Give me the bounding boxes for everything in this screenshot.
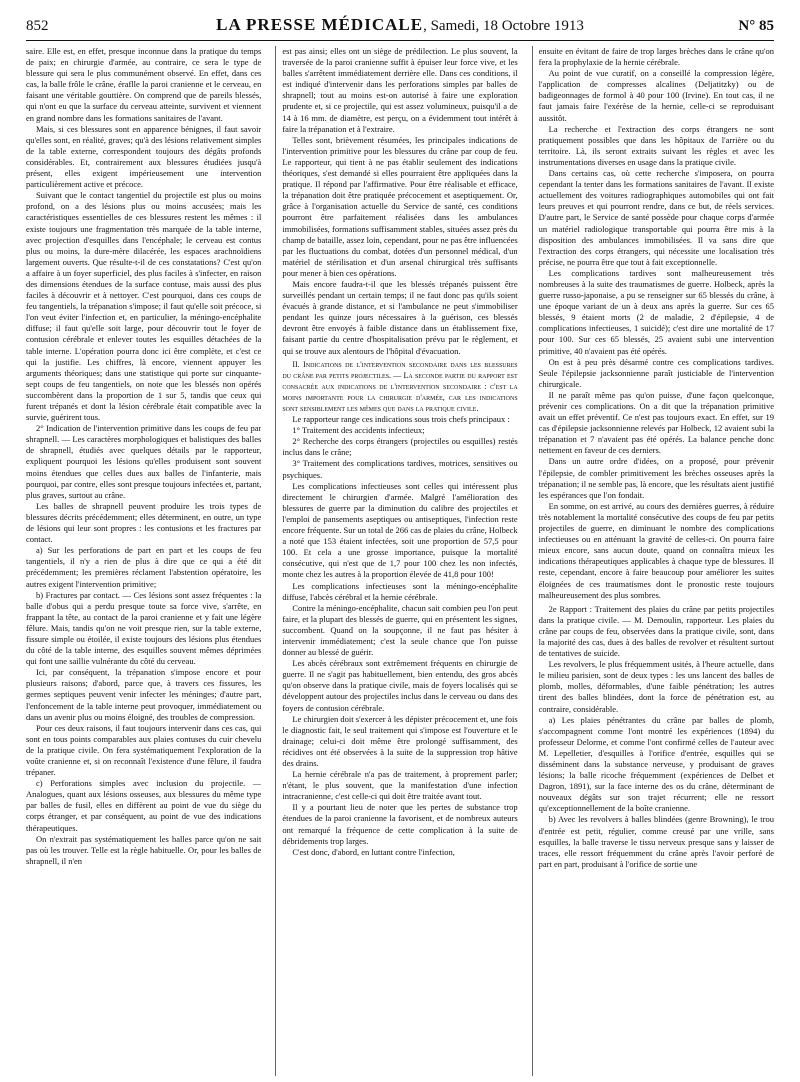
paragraph: ensuite en évitant de faire de trop larges brèches dans le crâne qu'on fera la prophylaxie de la hernie cérébrale. [538, 46, 774, 68]
paragraph: 3° Traitement des complications tardives, motrices, sensitives ou psychiques. [282, 458, 518, 480]
paragraph: C'est donc, d'abord, en luttant contre l'infection, [292, 846, 455, 857]
paragraph: Les complications tardives sont malheureusement très nombreuses à la suite des traumatismes de guerre. Holbeck, après la guerre russo-japonaise, a pu se renseigner sur 65 blessés du crâne, à une époque variant de un à deux ans après la guerre. Sur ces 65 blessés, 9 étaient morts (2 de maladie, 2 d'épilepsie, 4 de complications infectieuses, 1 suicidé); c'est dire une mortalité de 17 pour 100. Sur ces 65 blessés, 25 avaient subi une intervention primitive, 40 n'avaient pas été opérés. [538, 267, 774, 356]
paragraph: Les complications infectieuses sont celles qui intéressent plus directement le chirurgien d'armée. Malgré l'amélioration des blessures de guerre par la diminution du calibre des projectiles et l'emploi de pansements aseptiques ou antiseptiques, l'infection reste encore fréquente. Sur un total de 266 cas de plaies du crâne, Holbeck a noté que 153 étaient infectées, soit une proportion de 57,5 pour 100. Et cela a une grosse importance, puisque la mortalité consécutive, qui n'est que de 1,7 pour 100 chez les non infectés, monte chez les autres à la proportion élevée de 41,8 pour 100! [282, 480, 518, 580]
paragraph: La hernie cérébrale n'a pas de traitement, à proprement parler; n'étant, le plus souvent, que la manifestation d'une infection intracranienne, c'est celle-ci qui doit être traitée avant tout. [282, 769, 518, 802]
column-right [532, 46, 774, 1076]
paragraph: Les abcès cérébraux sont extrêmement fréquents en chirurgie de guerre. Il ne s'agit pas habituellement, bien entendu, des gros abcès qu'on observe dans la pratique civile, mais de foyers localisés qui se développent autour des projectiles inclus dans le cerveau ou dans des foyers de contusion cérébrale. [282, 658, 518, 713]
paragraph: Les revolvers, le plus fréquemment usités, à l'heure actuelle, dans le milieu parisien, sont de deux types : les uns lancent des balles de plomb, molles, déformables, d'une faible pénétration; les autres tirent des balles blindées, dont la force de pénétration est, au contraire, considérable. [538, 659, 774, 714]
paragraph: 1° Traitement des accidents infectieux; [292, 425, 425, 436]
paragraph: Le chirurgien doit s'exercer à les dépister précocement et, une fois le diagnostic fait, le seul traitement qui s'impose est l'ouverture et le drainage; celui-ci doit même être prolongé suffisamment, des récidives ont été observées à la suite de la suppression trop hâtive des drains. [282, 713, 518, 768]
paragraph: Au point de vue curatif, on a conseillé la compression légère, l'application de compresses alcalines (Deljatitzky) ou de badigeonnages de formol à 40 pour 100 (Irvine). En tout cas, il ne faut jamais faire l'exérèse de la hernie, celle-ci se reproduisant aussitôt. [538, 68, 774, 123]
paragraph: II. Indications de l'intervention secondaire dans les blessures du crâne par petits projectiles. — La seconde partie du rapport est consacrée aux indications de l'intervention secondaire : c'est la moins importante pour la chirurgie d'armée, car les indications sont sensiblement les mêmes que dans la pratique civile. [282, 359, 518, 413]
paragraph: b) Avec les revolvers à balles blindées (genre Browning), le trou d'entrée est petit, régulier, comme creusé par une vrille, sans esquilles, la balle traverse le tissu nerveux presque sans y laisser de traces, elle ressort fréquemment du crâne après l'avoir perforé de part en part, produisant à l'orifice de sortie une [538, 814, 774, 869]
paragraph: Le rapporteur range ces indications sous trois chefs principaux : [292, 414, 510, 425]
paragraph: On est à peu près désarmé contre ces complications tardives. Seule l'épilepsie jacksonnienne paraît justiciable de l'intervention chirurgicale. [538, 356, 774, 389]
page-number: 852 [26, 18, 49, 34]
paragraph: Dans un autre ordre d'idées, on a proposé, pour prévenir l'épilepsie, de combler primitivement les brèches osseuses après la trépanation; il ne semble pas, là encore, que les résultats aient justifié les espérances que l'on fondait. [538, 456, 774, 500]
issue-number: N° 85 [738, 18, 774, 34]
paragraph: Il y a pourtant lieu de noter que les pertes de substance trop étendues de la paroi cranienne la favorisent, et de nombreux auteurs ont remarqué la fréquence de cette complication à la suite de débridements trop larges. [282, 802, 518, 846]
journal-title: LA PRESSE MÉDICALE [216, 15, 424, 34]
paragraph: Mais, si ces blessures sont en apparence bénignes, il faut savoir qu'elles sont, en réalité, graves; qu'à des lésions relativement simples de la table externe, correspondent toujours des dégâts profonds considérables. Et, contrairement aux blessures étudiées jusqu'à présent, elles exigent impérieusement une intervention particulièrement active et précoce. [26, 123, 262, 190]
issue-date: , Samedi, 18 Octobre 1913 [423, 18, 584, 34]
paragraph: Dans certains cas, où cette recherche s'imposera, on pourra cependant la tenter dans les formations sanitaires de l'avant. Il existe actuellement des voitures radiographiques automobiles qui ont fait leurs preuves et qui pourront rendre, dans ce but, de réels services. D'autre part, le Service de santé possède pour chaque corps d'armée un matériel radiologique transportable qui pourra être mis à la disposition des ambulances immobilisées. Il va sans dire que l'extraction des corps étrangers, qui nécessite une localisation très précise, ne pourra être que tout à fait exceptionnelle. [538, 168, 774, 267]
text-columns [26, 46, 774, 1076]
paragraph: b) Fractures par contact. — Ces lésions sont assez fréquentes : la balle d'obus qui a perdu presque toute sa force vive, s'arrête, en frappant la tête, au contact de la paroi cranienne et y fait une légère fêlure. Mais, tandis qu'on ne voit presque rien, sur la table externe, fissure simple ou étoilée, il existe toujours des lésions plus étendues du côté de la table interne, des esquilles souvent mêmes déprimées qui font une saillie vulnérante du côté du cerveau. [26, 589, 262, 667]
paragraph: c) Perforations simples avec inclusion du projectile. — Analogues, quant aux lésions osseuses, aux blessures du même type par balles de fusil, elles en diffèrent au point de vue du siège du corps étranger, et par conséquent, au point de vue des indications thérapeutiques. [26, 778, 262, 833]
column-left [26, 46, 261, 1076]
journal-title-line [26, 15, 774, 35]
paragraph: est pas ainsi; elles ont un siège de prédilection. Le plus souvent, la traversée de la paroi cranienne suffit à épuiser leur force vive, et les balles s'arrêtent immédiatement derrière elle. Dans ces conditions, il est indiqué d'intervenir dans les perforations simples par balles de shrapnell; tout au moins est-on autorisé à faire une exploration prudente et, si ce projectile, qui est assez volumineux, puisqu'il a de 14 à 16 mm. de diamètre, est perçu, on a évidemment tout intérêt à faire la trépanation et à l'extraire. [282, 46, 518, 134]
paragraph: a) Sur les perforations de part en part et les coups de feu tangentiels, il n'y a rien de plus à dire que ce qui a été dit précédemment; les premières réclament l'abstention opératoire, les autres exigent l'intervention primitive; [26, 545, 262, 589]
paragraph: Telles sont, brièvement résumées, les principales indications de l'intervention primitive pour les blessures du crâne par coup de feu. Le rapporteur, qui tient à ne pas établir seulement des indications théoriques, s'est demandé si elles pourraient être appliquées dans la pratique. Il répond par l'affirmative. Pour être réalisable et efficace, la trépanation doit être pratiquée précocement et aseptiquement. Or, grâce à l'organisation actuelle du Service de santé, ces conditions pourront être parfaitement réalisées dans les ambulances immobilisées, formations suffisamment stables, situées assez près du champ de bataille, assez loin, cependant, pour ne pas être influencées par les fluctuations du combat, dotées d'un personnel médical, d'un matériel de stérilisation et d'un arsenal chirurgical très suffisants pour mener à bien ces opérations. [282, 134, 518, 278]
paragraph: a) Les plaies pénétrantes du crâne par balles de plomb, s'accompagnent comme l'ont montré les expériences (1894) du professeur Delorme, et comme l'ont confirmé celles de l'auteur avec M. Lepelletier, d'esquilles à l'orifice d'entrée, esquilles qui se disséminent dans la substance nerveuse, y produisant de graves lésions; la balle ricoche fréquemment (expériences de Delbet et Dagron, 1891), sur la face interne des os du crâne, déterminant de nouveaux dégâts sur son trajet récurrent; elle ne ressort qu'exceptionnellement de la boîte cranienne. [538, 714, 774, 814]
paragraph: 2° Recherche des corps étrangers (projectiles ou esquilles) restés inclus dans le crâne; [282, 436, 518, 458]
paragraph: En somme, on est arrivé, au cours des dernières guerres, à réduire très notablement la mortalité consécutive des coups de feu par petits projectiles de guerre, en diminuant le nombre des complications infectieuses ou en atténuant la gravité de celles-ci. On pourra faire mieux encore, sans aucun doute, quand on connaîtra mieux les indications thérapeutiques applicables à chaque type de blessures. Il reste, cependant, encore à faire beaucoup pour améliorer les suites éloignées de ces traumatismes dont le pronostic reste toujours malheureusement des plus sombres. [538, 500, 774, 600]
paragraph: Contre la méningo-encéphalite, chacun sait combien peu l'on peut faire, et la plupart des blessés de guerre, qui en présentent les signes, succombent. Quand on la soupçonne, il ne faut pas hésiter à intervenir immédiatement; c'est la seule chance que l'on puisse donner au blessé de guérir. [282, 602, 518, 658]
paragraph: 2° Indication de l'intervention primitive dans les coups de feu par shrapnell. — Les caractères morphologiques et balistiques des balles de shrapnell, étudiés avec quelques détails par le rapporteur, expliquent pourquoi les lésions qu'elles produisent sont souvent moins étendues que celles dues aux balles de l'infanterie, mais pourquoi, par contre, elles sont presque toujours infectées et, partant, plus graves, surtout au crâne. [26, 423, 262, 500]
paragraph: Pour ces deux raisons, il faut toujours intervenir dans ces cas, qui sont en tous points comparables aux plaies contuses du cuir chevelu de la pratique civile. On fera systématiquement l'exploration de la voûte cranienne et, si on reconnaît l'existence d'une fêlure, il faudra trépaner. [26, 722, 262, 778]
paragraph: Les balles de shrapnell peuvent produire les trois types de blessures décrits précédemment; elles déterminent, en outre, un type de lésions qui leur sont propres : les contusions et les fractures par contact. [26, 500, 262, 545]
paragraph: Les complications infectieuses sont la méningo-encéphalite diffuse, l'abcès cérébral et la hernie cérébrale. [282, 580, 518, 602]
paragraph: Il ne paraît même pas qu'on puisse, d'une façon quelconque, prévenir ces complications. On a dit que la trépanation primitive avait un effet préventif. Ce n'est pas toujours exact. En effet, sur 19 cas d'épilepsie jacksonnienne relevés par Holbeck, 12 avaient subi la trépanation et 7 n'avaient pas été opérés. La balance penche donc nettement en faveur de ces derniers. [538, 389, 774, 456]
paragraph: Mais encore faudra-t-il que les blessés trépanés puissent être surveillés pendant un certain temps; il ne faut donc pas qu'ils soient évacués à grande distance, et si l'ambulance ne peut s'immobiliser pendant les quinze jours nécessaires à la guérison, ces blessés devront être envoyés à faible distance dans un établissement fixe, faisant partie du centre d'hospitalisation prévu par le règlement, et qui se trouve aux alentours de l'hôpital d'évacuation. [282, 278, 518, 356]
paragraph: On n'extrait pas systématiquement les balles parce qu'on ne sait pas où les trouver. Telle est la règle habituelle. Or, pour les balles de shrapnell, il n'en [26, 833, 262, 866]
paragraph: La recherche et l'extraction des corps étrangers ne sont pratiquement possibles que dans les hôpitaux de l'arrière ou du territoire. Là, ils seront extraits suivant les règles et avec les instrumentations diverses en usage dans la pratique civile. [538, 123, 774, 167]
paragraph: Suivant que le contact tangentiel du projectile est plus ou moins profond, on a des lésions plus ou moins accusées; mais les caractéristiques essentielles de ces blessures restent les mêmes : il existe toujours une fragmentation très marquée de la table interne, avec projection d'esquilles dans l'encéphale; le cerveau est contus plus ou moins, la dure-mère dilacérée, les espaces arachnoïdiens largement ouverts. Que résulte-t-il de ces constatations? C'est qu'on a affaire à un foyer superficiel, des plus faciles à s'infecter, en raison des dimensions étendues de la surface contuse, mais aussi des plus faciles à découvrir et à nettoyer. C'est pourquoi, dans ces coups de feu tangentiels, la trépanation s'impose; il faut qu'elle soit précoce, si l'on veut éviter l'infection et, en particulier, la méningo-encéphalite diffuse; il faut qu'elle soit large, pour découvrir tout le foyer de contusion cérébrale et enlever toutes les esquilles détachées de la table interne. L'opération pourra donc ici être complète, et c'est ce qui la justifie. Les chiffres, là encore, viennent appuyer les arguments théoriques; dans une statistique qui porte sur cinquante-sept coups de feu tangentiels, on note que les blessés non opérés succombèrent dans la proportion de 1 sur 5, tandis que ceux qui furent trépanés et dont la lésion cérébrale était compatible avec la survie, guérirent tous. [26, 190, 262, 423]
column-middle [275, 46, 517, 1076]
paragraph: saire. Elle est, en effet, presque inconnue dans la pratique du temps de paix; en chirurgie d'armée, au contraire, ce sera le type de blessure qui sera le plus communément observé. En effet, dans ces cas, la balle frôle le crâne, éraflle la paroi cranienne et le cerveau, en faisant une véritable gouttière. On comprend que de pareils blessés, qui n'ont eu que la surface du cerveau atteinte, survivent et viennent en grand nombre dans les formations sanitaires de l'avant. [26, 46, 262, 123]
paragraph: Ici, par conséquent, la trépanation s'impose encore et pour plusieurs raisons; d'abord, parce que, à travers ces fissures, les germes septiques peuvent venir infecter les méninges; d'autre part, l'enfoncement de la table interne peut provoquer, immédiatement ou dans un avenir plus ou moins éloigné, des troubles de compression. [26, 667, 262, 722]
page-header [26, 10, 774, 41]
paragraph: 2e Rapport : Traitement des plaies du crâne par petits projectiles dans la pratique civile. — M. Demoulin, rapporteur. Les plaies du crâne par coups de feu, observées dans la pratique civile, sont, dans la majorité des cas, dues à des balles de revolver et résultent surtout de tentatives de suicide. [538, 603, 774, 659]
